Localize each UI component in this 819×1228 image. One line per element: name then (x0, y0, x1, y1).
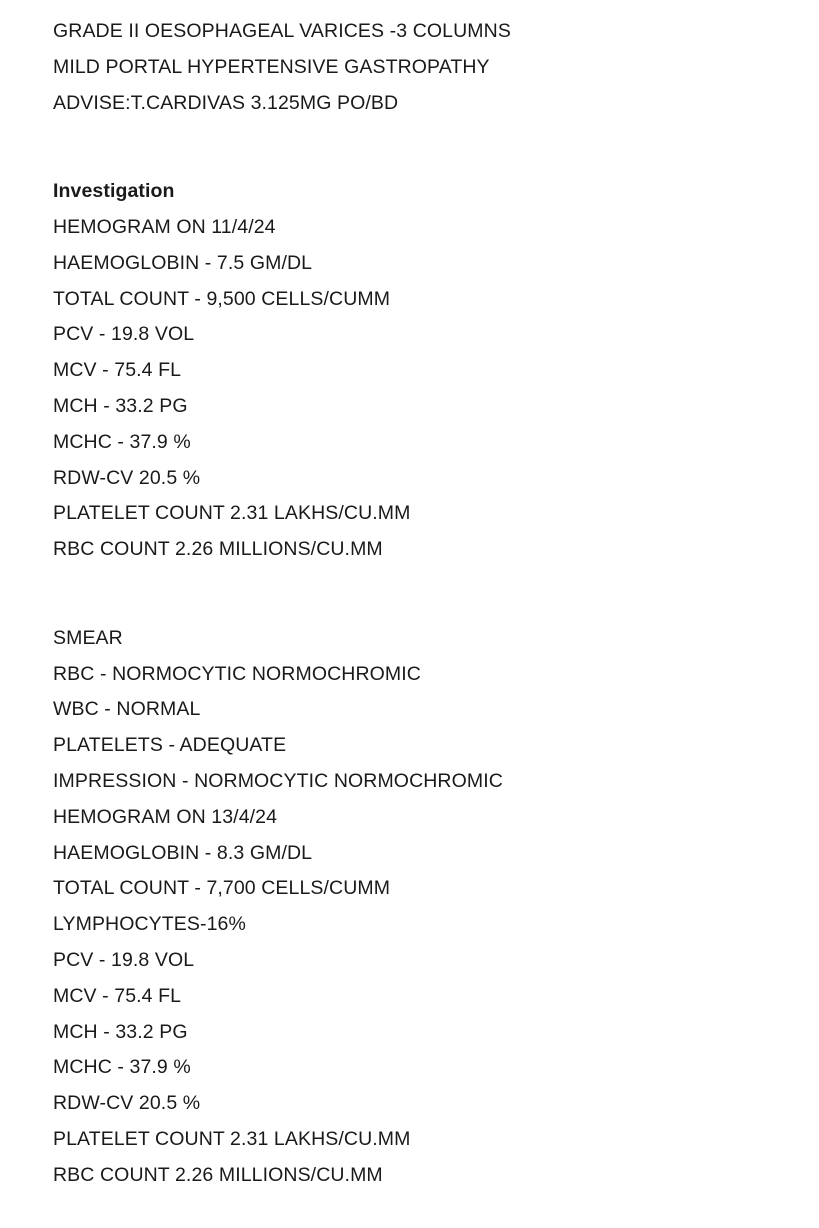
text-line: MCHC - 37.9 % (53, 1056, 191, 1079)
text-line: PCV - 19.8 VOL (53, 323, 195, 346)
text-line: HAEMOGLOBIN - 7.5 GM/DL (53, 251, 313, 274)
text-line: PCV - 19.8 VOL (53, 948, 195, 971)
text-line: WBC - NORMAL (53, 698, 201, 721)
paragraph-spacer (53, 157, 779, 174)
text-line: MILD PORTAL HYPERTENSIVE GASTROPATHY (53, 55, 490, 78)
paragraph-spacer (53, 568, 779, 604)
text-line: RDW-CV 20.5 % (53, 1092, 201, 1115)
text-line: RBC COUNT 2.26 MILLIONS/CU.MM (53, 1163, 383, 1186)
text-line: MCV - 75.4 FL (53, 359, 182, 382)
text-line: RBC - NORMOCYTIC NORMOCHROMIC (53, 662, 421, 685)
text-line: GRADE II OESOPHAGEAL VARICES -3 COLUMNS (53, 20, 511, 42)
paragraph-spacer (53, 604, 779, 621)
text-line: ADVISE:T.CARDIVAS 3.125MG PO/BD (53, 91, 399, 114)
hemogram-first-paragraph (53, 210, 779, 568)
text-line: HAEMOGLOBIN - 8.3 GM/DL (53, 841, 313, 864)
text-line: RDW-CV 20.5 % (53, 466, 201, 489)
text-line: MCHC - 37.9 % (53, 430, 191, 453)
section-heading-investigation: Investigation (53, 180, 175, 203)
text-line: MCV - 75.4 FL (53, 984, 182, 1007)
text-line: SMEAR (53, 626, 123, 649)
text-line: TOTAL COUNT - 7,700 CELLS/CUMM (53, 877, 391, 900)
text-line: IMPRESSION - NORMOCYTIC NORMOCHROMIC (53, 769, 503, 792)
text-line: PLATELET COUNT 2.31 LAKHS/CU.MM (53, 1127, 411, 1150)
text-line: PLATELETS - ADEQUATE (53, 734, 287, 757)
text-line: PLATELET COUNT 2.31 LAKHS/CU.MM (53, 502, 411, 525)
text-line: HEMOGRAM ON 13/4/24 (53, 805, 278, 828)
text-line: LYMPHOCYTES-16% (53, 913, 246, 936)
text-line: TOTAL COUNT - 9,500 CELLS/CUMM (53, 287, 391, 310)
text-line: HEMOGRAM ON 11/4/24 (53, 215, 276, 238)
text-line: RBC COUNT 2.26 MILLIONS/CU.MM (53, 538, 383, 561)
smear-and-second-hemogram-paragraph (53, 621, 779, 1194)
text-line: MCH - 33.2 PG (53, 1020, 188, 1043)
text-line: MCH - 33.2 PG (53, 394, 188, 417)
paragraph-spacer (53, 121, 779, 157)
findings-paragraph (53, 14, 779, 121)
